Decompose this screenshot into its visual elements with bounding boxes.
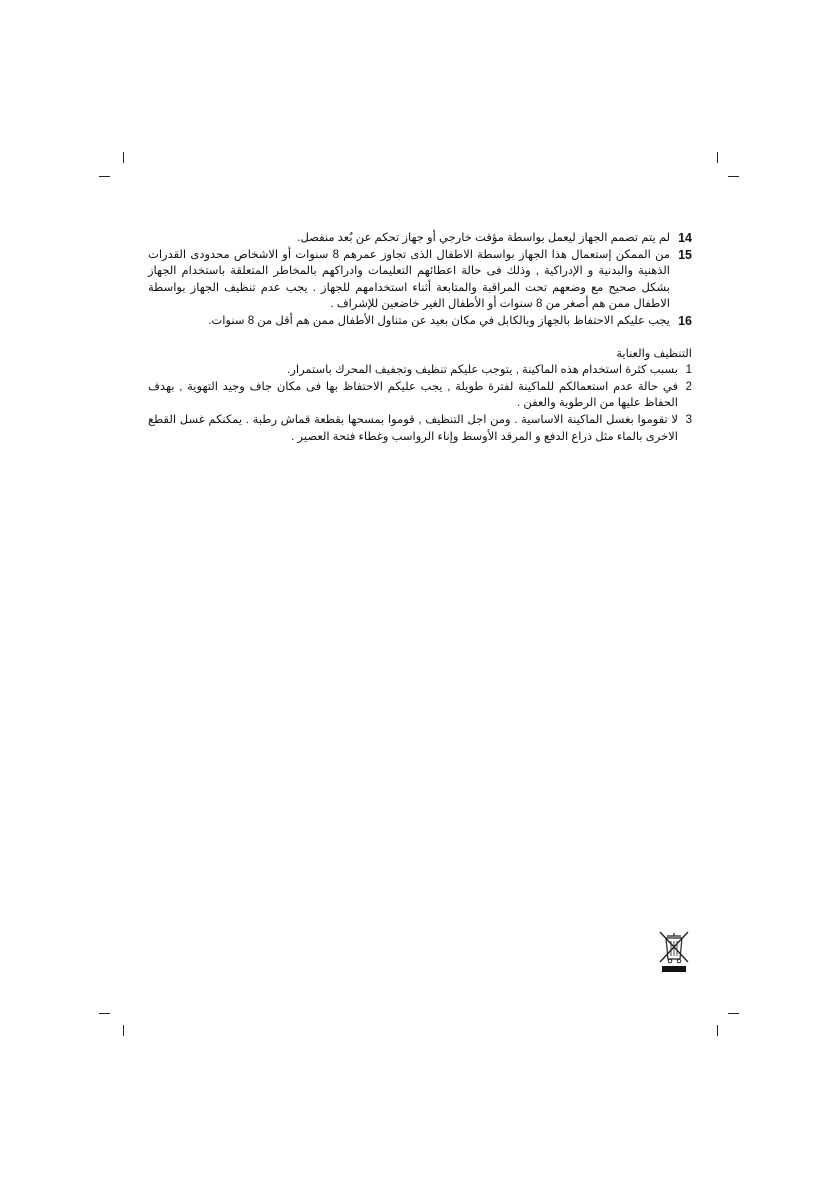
crop-mark-top-left-v — [123, 152, 124, 163]
crop-mark-top-left-h — [99, 176, 110, 177]
crop-mark-bottom-right-h — [728, 1013, 739, 1014]
item-text: من الممكن إستعمال هذا الجهاز بواسطة الاطفال الذى تجاوز عمرهم 8 سنوات أو الاشخاص محدودى القدرات الذهنية والبدنية و الإدراكية , وذلك فى حالة اعطائهم التعليمات وادراكهم بالمخاطر المتعلقة باستخدام الجهاز بشكل صحيح مع وضعهم تحت المراقبة والمتابعة أثناء استخدامهم للجهاز . يجب عدم تنظيف الجهاز بواسطة الاطفال ممن هم أصغر من 8 سنوات أو الأطفال الغير خاضعين للإشراف . — [148, 248, 670, 311]
safety-item-16 — [148, 313, 692, 330]
item-number: 1 — [685, 364, 692, 377]
item-number: 14 — [678, 231, 692, 245]
safety-item-15 — [148, 247, 692, 313]
item-number: 16 — [678, 313, 692, 328]
item-number: 3 — [685, 413, 692, 426]
crop-mark-bottom-right-v — [717, 1025, 718, 1036]
crop-mark-bottom-left-h — [99, 1013, 110, 1014]
crop-mark-top-right-v — [717, 152, 718, 163]
care-item-3 — [148, 412, 692, 445]
care-item-1 — [148, 362, 692, 379]
care-item-2 — [148, 379, 692, 412]
section-gap — [148, 330, 692, 346]
crop-mark-bottom-left-v — [123, 1025, 124, 1036]
crop-mark-top-right-h — [728, 176, 739, 177]
instructions-body — [148, 230, 692, 445]
safety-item-14 — [148, 230, 692, 247]
item-number: 2 — [685, 380, 692, 393]
item-text: في حالة عدم استعمالكم للماكينة لفترة طويلة , يجب عليكم الاحتفاظ بها فى مكان جاف وجيد التهوية , بهدف الحفاظ عليها من الرطوبة والعفن . — [148, 380, 678, 410]
care-list — [148, 362, 692, 445]
item-text: يجب عليكم الاحتفاظ بالجهاز وبالكابل في مكان بعيد عن متناول الأطفال ممن هم أقل من 8 سنوات. — [208, 314, 670, 327]
item-number: 15 — [678, 247, 692, 262]
item-text: لا تقوموا بغسل الماكينة الاساسية . ومن اجل التنظيف , قوموا بمسحها بقطعة قماش رطبة . يمكنكم غسل القطع الاخرى بالماء مثل ذراع الدفع و المرقد الأوسط وإناء الرواسب وغطاء فتحة العصير . — [148, 413, 678, 443]
item-text: بسبب كثرة استخدام هذه الماكينة , يتوجب عليكم تنظيف وتجفيف المحرك باستمرار. — [287, 364, 678, 377]
crossed-out-wheeled-bin-icon — [658, 930, 690, 974]
care-section-title: التنظيف والعناية — [616, 347, 692, 360]
item-text: لم يتم تصمم الجهاز ليعمل بواسطة مؤقت خارجي أو جهاز تحكم عن بُعد منفصل. — [297, 232, 670, 244]
